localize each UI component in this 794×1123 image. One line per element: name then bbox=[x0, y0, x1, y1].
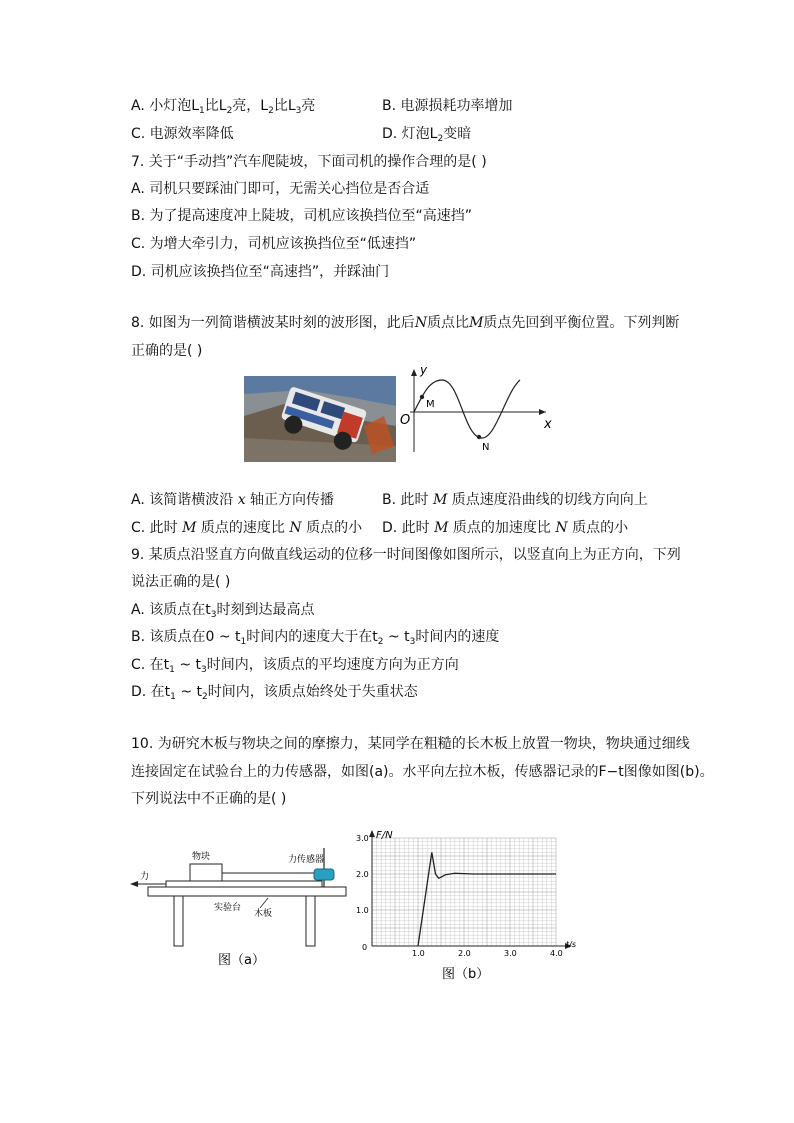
q7-stem: 7. 关于“手动挡”汽车爬陡坡，下面司机的操作合理的是( ) bbox=[131, 154, 487, 170]
q8-stem-line2: 正确的是( ) bbox=[131, 343, 203, 359]
q9-option-a: A. 该质点在$t_3$时刻到达最高点 bbox=[131, 602, 315, 620]
wave-graph bbox=[396, 366, 556, 456]
q6-option-b: B. 电源损耗功率增加 bbox=[382, 98, 513, 114]
q7-option-c: C. 为增大牵引力，司机应该换挡位至“低速挡” bbox=[131, 236, 417, 252]
q10-stem-line3: 下列说法中不正确的是( ) bbox=[131, 791, 287, 807]
svg-text:力传感器: 力传感器 bbox=[288, 855, 325, 865]
q8-option-c: C. 此时 M 质点的速度比 N 质点的小 bbox=[131, 520, 363, 536]
apparatus-figure bbox=[126, 840, 348, 972]
q6-option-a: A. 小灯泡$L_1$比$L_2$亮，$L_2$比$L_3$亮 bbox=[131, 98, 316, 116]
q6-option-d: D. 灯泡$L_2$变暗 bbox=[382, 126, 472, 144]
y-tick-label: 2.0 bbox=[356, 870, 369, 879]
x-tick-label: 4.0 bbox=[550, 949, 563, 958]
q8-option-d: D. 此时 M 质点的加速度比 N 质点的小 bbox=[382, 520, 629, 536]
x-axis-label: t/s bbox=[566, 940, 576, 949]
svg-text:O: O bbox=[400, 413, 411, 428]
x-tick-label: 1.0 bbox=[412, 949, 425, 958]
y-tick-label: 1.0 bbox=[356, 906, 369, 915]
q7-option-b: B. 为了提高速度冲上陡坡，司机应该换挡位至“高速挡” bbox=[131, 208, 473, 224]
svg-text:x: x bbox=[544, 417, 552, 432]
x-tick-label: 2.0 bbox=[458, 949, 471, 958]
force-time-chart bbox=[352, 826, 584, 984]
q9-option-d: D. 在$t_1$ ~ $t_2$时间内，该质点始终处于失重状态 bbox=[131, 684, 418, 702]
q8-option-b: B. 此时 M 质点速度沿曲线的切线方向向上 bbox=[382, 492, 648, 508]
q7-option-a: A. 司机只要踩油门即可，无需关心挡位是否合适 bbox=[131, 181, 430, 197]
y-tick-label: 3.0 bbox=[356, 834, 369, 843]
svg-text:图（a）: 图（a） bbox=[218, 953, 265, 968]
force-sensor bbox=[314, 869, 334, 880]
svg-text:N: N bbox=[482, 442, 490, 453]
q8-option-a: A. 该简谐横波沿 x 轴正方向传播 bbox=[131, 492, 335, 508]
x-tick-label: 3.0 bbox=[504, 949, 517, 958]
q9-option-c: C. 在$t_1$ ~ $t_3$时间内，该质点的平均速度方向为正方向 bbox=[131, 657, 459, 675]
q6-option-c: C. 电源效率降低 bbox=[131, 126, 234, 142]
svg-text:M: M bbox=[426, 399, 435, 410]
q9-stem-line2: 说法正确的是( ) bbox=[131, 574, 231, 590]
q9-stem-line1: 9. 某质点沿竖直方向做直线运动的位移一时间图像如图所示，以竖直向上为正方向，下列 bbox=[131, 547, 681, 563]
point-n bbox=[477, 435, 481, 439]
svg-text:物块: 物块 bbox=[192, 852, 211, 862]
svg-text:y: y bbox=[420, 366, 428, 377]
svg-text:木板: 木板 bbox=[254, 909, 273, 919]
q7-option-d: D. 司机应该换挡位至“高速挡”，并踩油门 bbox=[131, 264, 390, 280]
q10-stem-line2: 连接固定在试验台上的力传感器，如图(a)。水平向左拉木板，传感器记录的F−t图像如图(b)。 bbox=[131, 764, 714, 780]
y-axis-label: F/N bbox=[376, 830, 393, 841]
q9-option-b: B. 该质点在0 ~ $t_1$时间内的速度大于在$t_2$ ~ $t_3$时间内的速度 bbox=[131, 629, 500, 647]
svg-text:力: 力 bbox=[140, 872, 150, 882]
point-m bbox=[420, 395, 424, 399]
jeep-photo bbox=[244, 376, 396, 462]
q8-stem-line1: 8. 如图为一列简谐横波某时刻的波形图，此后N质点比M质点先回到平衡位置。下列判断 bbox=[131, 315, 680, 331]
chart-grid bbox=[372, 838, 556, 946]
origin-label: 0 bbox=[362, 943, 368, 952]
chart-caption: 图（b） bbox=[442, 967, 490, 982]
q10-stem-line1: 10. 为研究木板与物块之间的摩擦力，某同学在粗糙的长木板上放置一物块，物块通过细线 bbox=[131, 736, 690, 752]
svg-text:实验台: 实验台 bbox=[214, 903, 242, 913]
